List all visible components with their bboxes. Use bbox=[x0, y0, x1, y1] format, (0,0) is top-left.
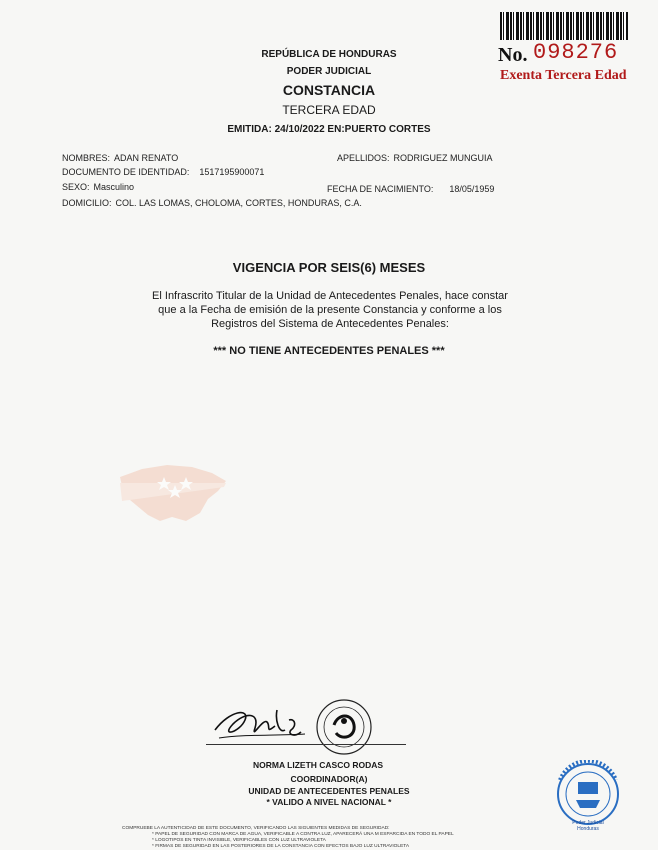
country-heading: REPÚBLICA DE HONDURAS bbox=[261, 49, 397, 60]
document-title: CONSTANCIA bbox=[282, 82, 376, 98]
sex-value: Masculino bbox=[93, 182, 135, 192]
signer-unit: UNIDAD DE ANTECEDENTES PENALES bbox=[248, 786, 410, 796]
birth-value: 18/05/1959 bbox=[449, 184, 495, 194]
validity-heading: VIGENCIA POR SEIS(6) MESES bbox=[232, 260, 426, 275]
id-label: DOCUMENTO DE IDENTIDAD: bbox=[62, 167, 190, 177]
id-field bbox=[62, 167, 264, 177]
statement-paragraph bbox=[120, 289, 540, 331]
surnames-value: RODRIGUEZ MUNGUIA bbox=[393, 153, 493, 163]
surnames-field bbox=[337, 153, 493, 163]
names-value: ADAN RENATO bbox=[114, 153, 179, 163]
serial-prefix: No. bbox=[498, 44, 528, 66]
signer-name: NORMA LIZETH CASCO RODAS bbox=[253, 760, 384, 770]
stamp-caption-text: Poder Judicial Honduras bbox=[572, 820, 604, 832]
handwritten-signature bbox=[205, 700, 315, 750]
statement-line: El Infrascrito Titular de la Unidad de Antecedentes Penales, hace constar bbox=[152, 290, 508, 302]
names-field bbox=[62, 153, 178, 163]
statement-line: que a la Fecha de emisión de la presente Constancia y conforme a los bbox=[158, 304, 502, 316]
official-seal bbox=[314, 697, 374, 757]
statement-line: Registros del Sistema de Antecedentes Penales: bbox=[211, 318, 449, 330]
branch-heading: PODER JUDICIAL bbox=[286, 66, 372, 77]
sex-label: SEXO: bbox=[62, 182, 90, 192]
exempt-label: Exenta Tercera Edad bbox=[500, 68, 627, 83]
flag-map-watermark bbox=[112, 455, 232, 530]
sex-field bbox=[62, 182, 134, 192]
stamp-caption bbox=[548, 820, 628, 832]
footer-line: COMPRUEBE LA AUTENTICIDAD DE ESTE DOCUMENTO, VERIFICANDO LAS SIGUIENTES MEDIDAS DE SEGURIDAD: bbox=[122, 826, 390, 831]
issued-line: EMITIDA: 24/10/2022 EN:PUERTO CORTES bbox=[227, 124, 431, 135]
validity-note: * VALIDO A NIVEL NACIONAL * bbox=[266, 797, 392, 807]
address-value: COL. LAS LOMAS, CHOLOMA, CORTES, HONDURAS, C.A. bbox=[115, 198, 362, 208]
result-line: *** NO TIENE ANTECEDENTES PENALES *** bbox=[213, 345, 445, 357]
address-label: DOMICILIO: bbox=[62, 198, 112, 208]
footer-line: * PAPEL DE SEGURIDAD CON MARCA DE AGUA, VERIFICABLE A CONTRA LUZ, APARECERÁ UNA M ESPARCIDA EN TODO EL PAPEL bbox=[152, 832, 454, 837]
signature-line bbox=[206, 744, 406, 745]
birth-field bbox=[327, 184, 494, 194]
barcode bbox=[500, 12, 628, 40]
names-label: NOMBRES: bbox=[62, 153, 111, 163]
footer-line: * LOGOTIPOS EN TINTA INVISIBLE, VERIFICABLES CON LUZ ULTRAVIOLETA bbox=[152, 838, 326, 843]
surnames-label: APELLIDOS: bbox=[337, 153, 390, 163]
security-footer bbox=[122, 826, 522, 850]
signer-title: COORDINADOR(A) bbox=[290, 774, 368, 784]
footer-line: * FIRMAS DE SEGURIDAD EN LAS POSTERIORES DE LA CONSTANCIA CON EFECTOS BAJO LUZ ULTRAVIOLETA bbox=[152, 844, 410, 849]
document-subtitle: TERCERA EDAD bbox=[282, 103, 376, 117]
serial-number: 098276 bbox=[533, 40, 619, 65]
address-field bbox=[62, 198, 362, 208]
id-value: 1517195900071 bbox=[199, 167, 265, 177]
birth-label: FECHA DE NACIMIENTO: bbox=[327, 184, 434, 194]
